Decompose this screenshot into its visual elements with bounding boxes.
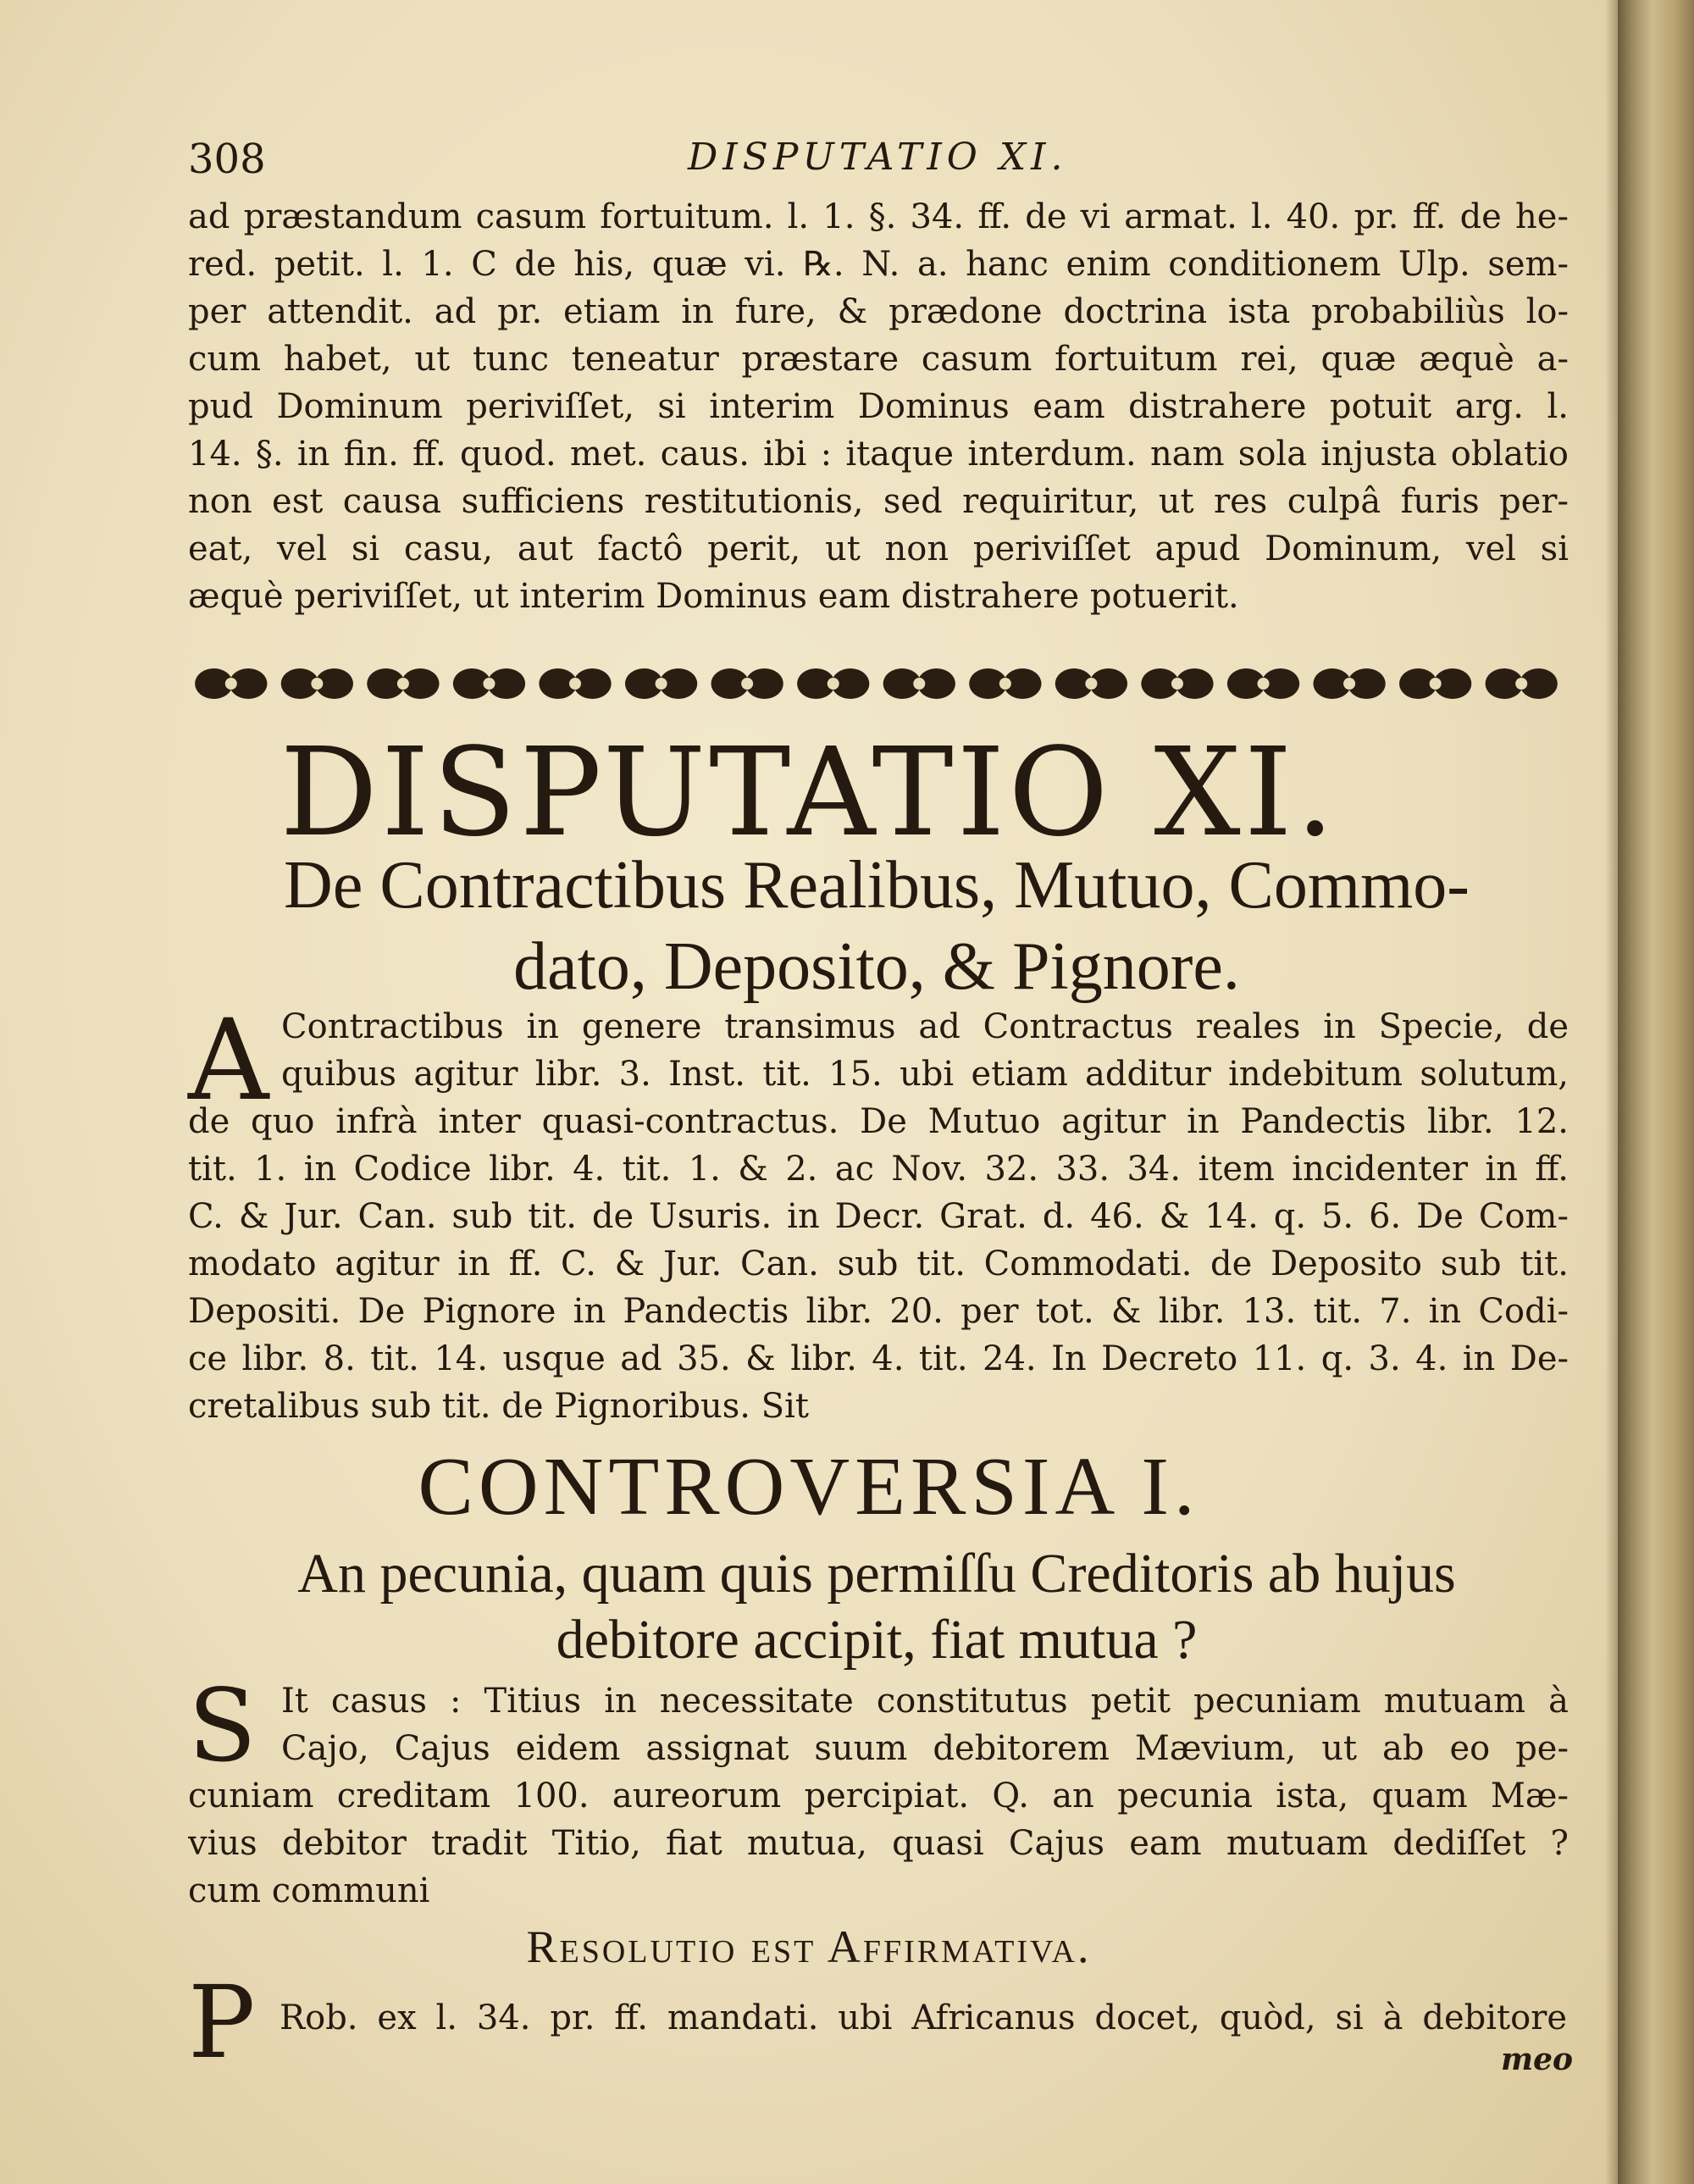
controversia-question-line1: An pecunia, quam quis permiſſu Creditoris ab hujus: [297, 1543, 1456, 1605]
text-line: eat, vel si casu, aut factô perit, ut non periviſſet apud Dominum, vel si: [188, 529, 1569, 568]
text-line: ce libr. 8. tit. 14. usque ad 35. & libr. 4. tit. 24. In Decreto 11. q. 3. 4. in De-: [188, 1339, 1569, 1378]
book-spine: [1618, 0, 1694, 2184]
ornament-flower: [1399, 668, 1471, 699]
controversia-question-line2: debitore accipit, fiat mutua ?: [556, 1609, 1198, 1671]
ornament-flower: [453, 668, 525, 699]
text-line: quibus agitur libr. 3. Inst. tit. 15. ubi etiam additur indebitum solutum,: [281, 1055, 1569, 1094]
text-line: C. & Jur. Can. sub tit. de Usuris. in Decr. Grat. d. 46. & 14. q. 5. 6. De Com-: [188, 1197, 1569, 1236]
text-line: cretalibus sub tit. de Pignoribus. Sit: [188, 1387, 809, 1426]
proof-paragraph: [280, 1994, 1567, 2042]
text-line: non est causa sufficiens restitutionis, sed requiritur, ut res culpâ furis per-: [188, 482, 1569, 521]
disputation-title: DISPUTATIO XI.: [280, 721, 1338, 863]
ornament-flower: [625, 668, 697, 699]
ornament-flower: [1486, 668, 1558, 699]
ornament-flower: [367, 668, 439, 699]
text-line: pud Dominum periviſſet, si interim Dominus eam distrahere potuit arg. l.: [188, 387, 1569, 426]
text-line: Rob. ex l. 34. pr. ff. mandati. ubi Africanus docet, quòd, si à debitore: [280, 1998, 1567, 2037]
ornament-flower: [797, 668, 869, 699]
drop-cap-a: A: [188, 995, 269, 1126]
text-line: modato agitur in ff. C. & Jur. Can. sub tit. Commodati. de Deposito sub tit.: [188, 1244, 1569, 1283]
ornament-flower: [195, 668, 267, 699]
printers-ornament-band: [188, 657, 1564, 710]
ornament-flower: [1313, 668, 1385, 699]
text-line: Depositi. De Pignore in Pandectis libr. 20. per tot. & libr. 13. tit. 7. in Codi-: [188, 1292, 1569, 1331]
text-line: æquè periviſſet, ut interim Dominus eam distrahere potuerit.: [188, 577, 1239, 616]
ornament-flower: [281, 668, 353, 699]
catchword: meo: [1501, 2042, 1574, 2077]
drop-cap-s: S: [188, 1667, 257, 1784]
text-line: cuniam creditam 100. aureorum percipiat. Q. an pecunia ista, quam Mæ-: [188, 1777, 1569, 1815]
ornament-flower: [1227, 668, 1299, 699]
resolution-heading: Resolutio est Affirmativa.: [526, 1921, 1092, 1972]
text-line: cum habet, ut tunc teneatur præstare casum fortuitum rei, quæ æquè a-: [188, 340, 1569, 379]
text-line: Contractibus in genere transimus ad Contractus reales in Specie, de: [281, 1007, 1569, 1046]
text-line: ad præstandum casum fortuitum. l. 1. §. 34. ff. de vi armat. l. 40. pr. ff. de he-: [188, 197, 1569, 236]
previous-section-text: [188, 193, 1569, 620]
text-line: 14. §. in fin. ff. quod. met. caus. ibi : itaque interdum. nam sola injusta oblatio: [188, 435, 1569, 474]
text-line: Cajo, Cajus eidem assignat suum debitorem Mævium, ut ab eo pe-: [281, 1729, 1569, 1768]
ornament-flower: [883, 668, 955, 699]
text-line: per attendit. ad pr. etiam in fure, & prædone doctrina ista probabiliùs lo-: [188, 292, 1569, 331]
text-line: tit. 1. in Codice libr. 4. tit. 1. & 2. ac Nov. 32. 33. 34. item incidenter in ff.: [188, 1150, 1569, 1189]
text-line: vius debitor tradit Titio, fiat mutua, quasi Cajus eam mutuam dediſſet ?: [188, 1824, 1569, 1863]
controversia-title: CONTROVERSIA I.: [418, 1441, 1200, 1533]
ornament-flower: [1055, 668, 1127, 699]
text-line: de quo infrà inter quasi-contractus. De Mutuo agitur in Pandectis libr. 12.: [188, 1102, 1569, 1141]
ornament-flower: [711, 668, 783, 699]
drop-cap-p: P: [188, 1964, 256, 2081]
text-line: red. petit. l. 1. C de his, quæ vi. ℞. N. a. hanc enim conditionem Ulp. sem-: [188, 245, 1569, 284]
case-paragraph: [188, 1667, 1569, 1915]
running-head: DISPUTATIO XI.: [688, 136, 1068, 179]
text-line: It casus : Titius in necessitate constitutus petit pecuniam mutuam à: [281, 1682, 1569, 1721]
ornament-flower: [539, 668, 611, 699]
disputation-subtitle-line2: dato, Deposito, & Pignore.: [513, 929, 1240, 1004]
ornament-flower: [969, 668, 1041, 699]
ornament-flower: [1141, 668, 1213, 699]
page-number: 308: [188, 136, 266, 183]
disputation-subtitle-line1: De Contractibus Realibus, Mutuo, Commo-: [284, 848, 1470, 923]
intro-paragraph: [188, 995, 1569, 1430]
text-line: cum communi: [188, 1871, 430, 1910]
